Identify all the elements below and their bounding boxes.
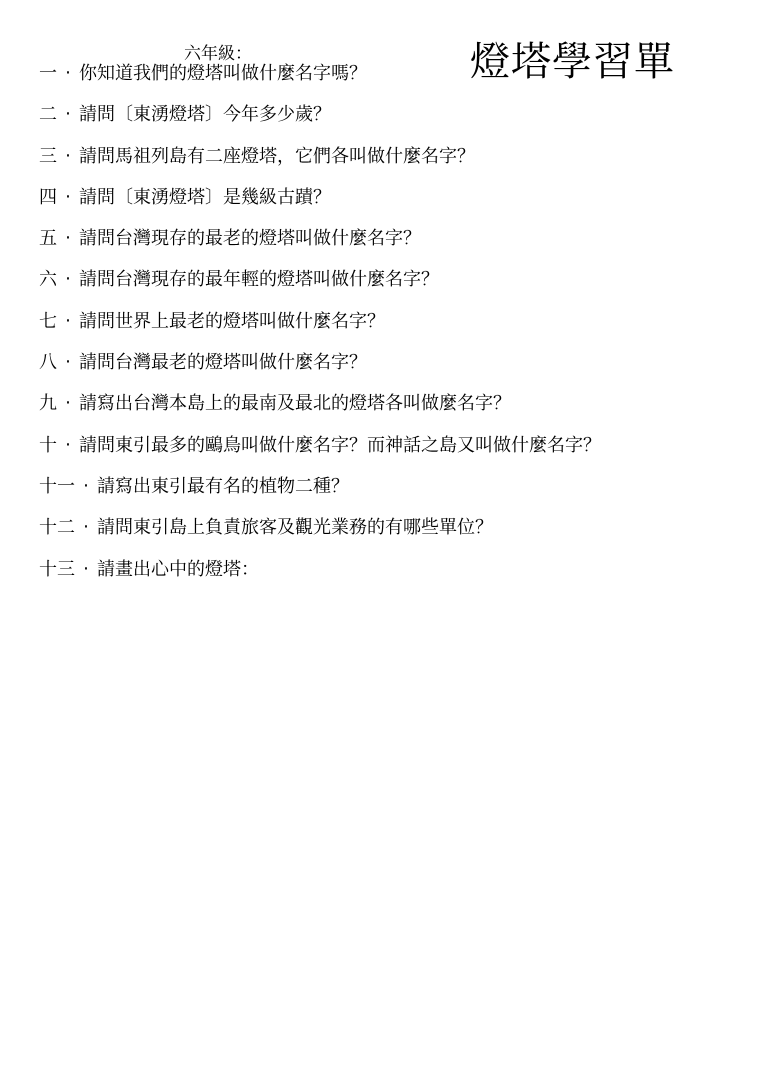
question-item — [39, 394, 601, 435]
question-list — [39, 64, 601, 601]
question-separator: ‧ — [83, 558, 89, 580]
question-text: 你知道我們的燈塔叫做什麼名字嗎？ — [79, 63, 367, 84]
question-item — [39, 64, 601, 105]
question-item — [39, 188, 601, 229]
question-item — [39, 312, 601, 353]
question-text: 請問〔東湧燈塔〕是幾級古蹟？ — [79, 186, 331, 208]
question-text: 請寫出台灣本島上的最南及最北的燈塔各叫做麼名字？ — [79, 393, 511, 415]
question-text: 請問東引最多的鷗鳥叫做什麼名字？而神話之島又叫做什麼名字？ — [79, 434, 601, 456]
question-separator: ‧ — [65, 145, 71, 167]
question-item — [39, 560, 601, 601]
question-number: 十 — [39, 434, 57, 456]
question-item — [39, 436, 601, 477]
question-item — [39, 147, 601, 188]
question-separator: ‧ — [65, 228, 71, 250]
question-number: 十三 — [39, 558, 75, 580]
question-text: 請問台灣現存的最老的燈塔叫做什麼名字？ — [79, 228, 421, 250]
question-number: 二 — [39, 104, 57, 126]
question-separator: ‧ — [65, 104, 71, 126]
question-number: 六 — [39, 269, 57, 291]
question-item — [39, 105, 601, 146]
question-text: 請問〔東湧燈塔〕今年多少歲？ — [79, 104, 331, 126]
question-number: 五 — [39, 228, 57, 250]
page-title: 燈塔學習單 — [470, 39, 675, 85]
question-number: 三 — [39, 145, 57, 167]
question-text: 請寫出東引最有名的植物二種？ — [97, 475, 349, 497]
question-number: 九 — [39, 393, 57, 415]
grade-label: 六年級： — [184, 44, 252, 64]
question-number: 十一 — [39, 475, 75, 497]
question-item — [39, 518, 601, 559]
question-text: 請問馬祖列島有二座燈塔，它們各叫做什麼名字？ — [79, 145, 475, 167]
question-separator: ‧ — [65, 269, 71, 291]
question-separator: ‧ — [83, 517, 89, 539]
question-number: 十二 — [39, 517, 75, 539]
question-separator: ‧ — [83, 475, 89, 497]
question-text: 請畫出心中的燈塔： — [97, 558, 259, 580]
question-separator: ‧ — [65, 352, 71, 374]
question-text: 請問東引島上負責旅客及觀光業務的有哪些單位？ — [97, 517, 493, 539]
question-item — [39, 477, 601, 518]
question-separator: ‧ — [65, 434, 71, 456]
question-text: 請問世界上最老的燈塔叫做什麼名字？ — [79, 310, 385, 332]
question-number: 四 — [39, 186, 57, 208]
question-separator: ‧ — [65, 310, 71, 332]
question-item — [39, 353, 601, 394]
question-number: 七 — [39, 310, 57, 332]
question-separator: ‧ — [65, 393, 71, 415]
question-number: 八 — [39, 352, 57, 374]
question-item — [39, 270, 601, 311]
question-text: 請問台灣最老的燈塔叫做什麼名字？ — [79, 352, 367, 374]
question-text: 請問台灣現存的最年輕的燈塔叫做什麼名字？ — [79, 269, 439, 291]
question-separator: ‧ — [65, 186, 71, 208]
question-number: 一 — [39, 63, 57, 84]
question-separator: ‧ — [65, 63, 71, 84]
question-item — [39, 229, 601, 270]
